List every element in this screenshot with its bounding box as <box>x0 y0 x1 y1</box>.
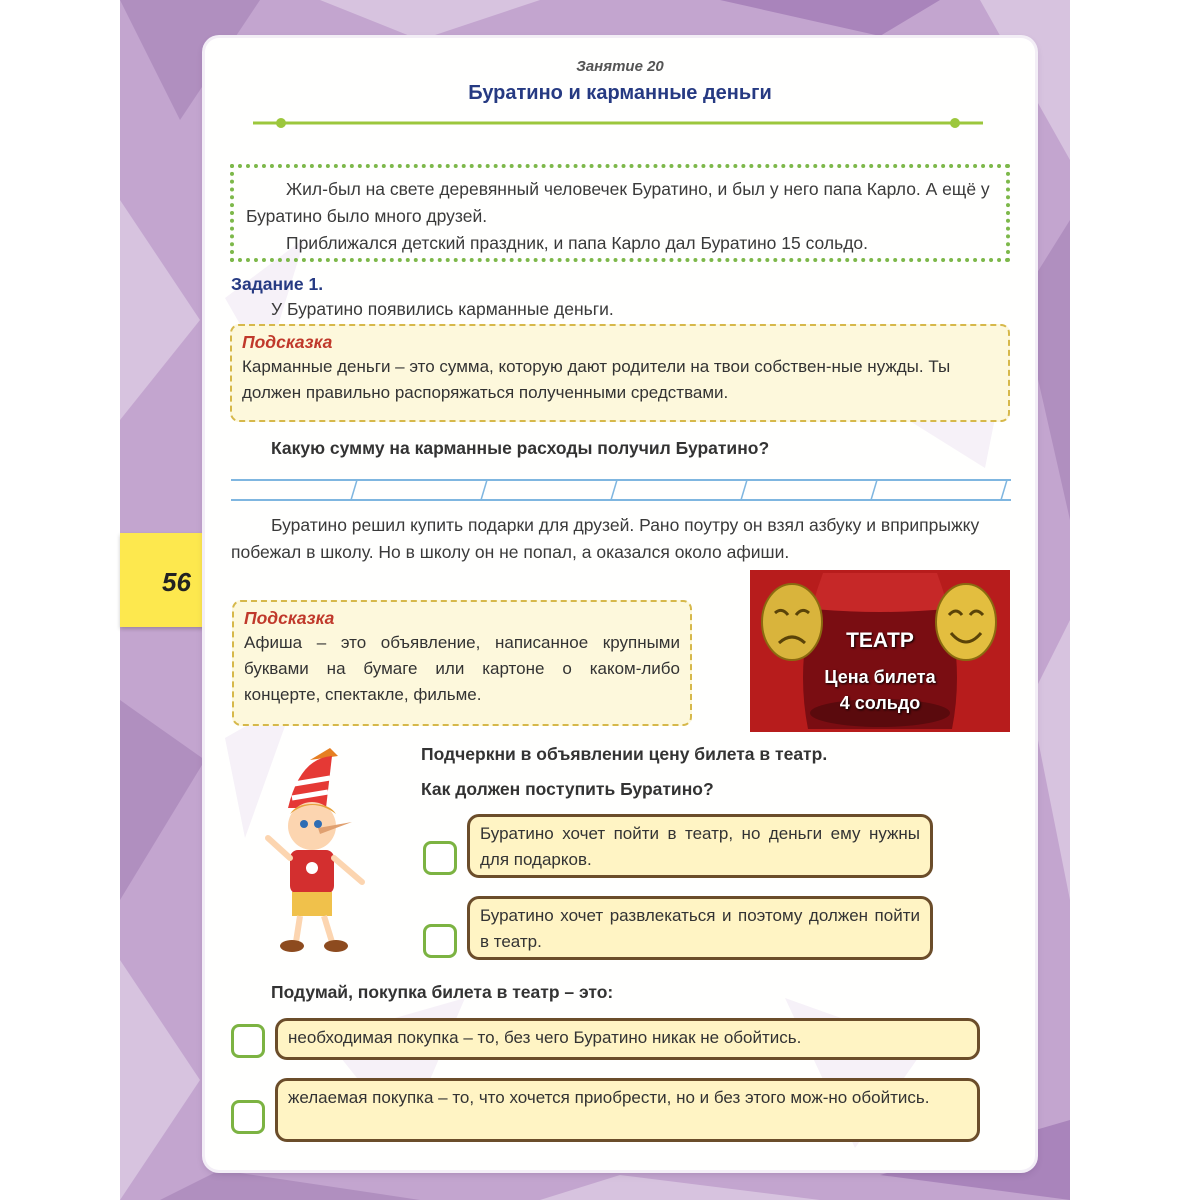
option-b1-text: необходимая покупка – то, без чего Буратино никак не обойтись. <box>275 1018 980 1060</box>
task-heading: Задание 1. <box>231 274 324 294</box>
question-underline: Подчеркни в объявлении цену билета в театр. <box>421 744 828 764</box>
story-paragraph-2: Приближался детский праздник, и папа Карло дал Буратино 15 сольдо. <box>286 233 869 253</box>
story-paragraph-3: Буратино решил купить подарки для друзей. Рано поутру он взял азбуку и вприпрыжку побежал в школу. Но в школу он не попал, а оказался около афиши. <box>231 515 980 562</box>
option-a2-text: Буратино хочет развлекаться и поэтому должен пойти в театр. <box>467 896 933 960</box>
hint-label: Подсказка <box>244 608 335 628</box>
option-b2-text: желаемая покупка – то, что хочется приобрести, но и без этого мож-но обойтись. <box>275 1078 980 1142</box>
page-title: Буратино и карманные деньги <box>468 82 772 104</box>
worksheet-page <box>205 38 1035 1170</box>
story-paragraph-1: Жил-был на свете деревянный человечек Буратино, и был у него папа Карло. А ещё у Буратино было много друзей. <box>246 179 990 226</box>
option-b1-checkbox[interactable] <box>231 1024 265 1058</box>
hint-box-pocket-money <box>230 324 1010 422</box>
page-number-tab <box>120 533 215 627</box>
page-number: 56 <box>162 567 191 597</box>
option-b2-checkbox[interactable] <box>231 1100 265 1134</box>
theatre-poster <box>750 570 1010 732</box>
poster-price-value: 4 сольдо <box>839 693 921 713</box>
lesson-number: Занятие 20 <box>576 58 664 75</box>
poster-price-label: Цена билета <box>824 667 936 687</box>
task-intro: У Буратино появились карманные деньги. <box>271 299 614 319</box>
comedy-mask-icon <box>931 577 1001 667</box>
hint-text: Афиша – это объявление, написанное крупными буквами на бумаге или картоне о каком-либо концерте, спектакле, фильме. <box>244 633 680 704</box>
tragedy-mask-icon <box>757 577 827 667</box>
answer-writing-line[interactable] <box>231 476 1011 504</box>
hint-label: Подсказка <box>242 332 333 352</box>
option-a1-checkbox[interactable] <box>423 841 457 875</box>
question-choice: Как должен поступить Буратино? <box>421 779 714 799</box>
question-amount: Какую сумму на карманные расходы получил Буратино? <box>271 438 770 458</box>
hint-box-poster <box>232 600 692 726</box>
question-think: Подумай, покупка билета в театр – это: <box>271 982 614 1002</box>
option-a2-checkbox[interactable] <box>423 924 457 958</box>
option-a1-text: Буратино хочет пойти в театр, но деньги ему нужны для подарков. <box>467 814 933 878</box>
decorative-divider <box>253 113 983 133</box>
poster-title: ТЕАТР <box>846 629 914 652</box>
buratino-illustration <box>260 748 380 958</box>
hint-text: Карманные деньги – это сумма, которую дают родители на твои собствен-ные нужды. Ты должен правильно распоряжаться полученными средствами. <box>242 357 951 402</box>
story-box <box>230 164 1010 262</box>
